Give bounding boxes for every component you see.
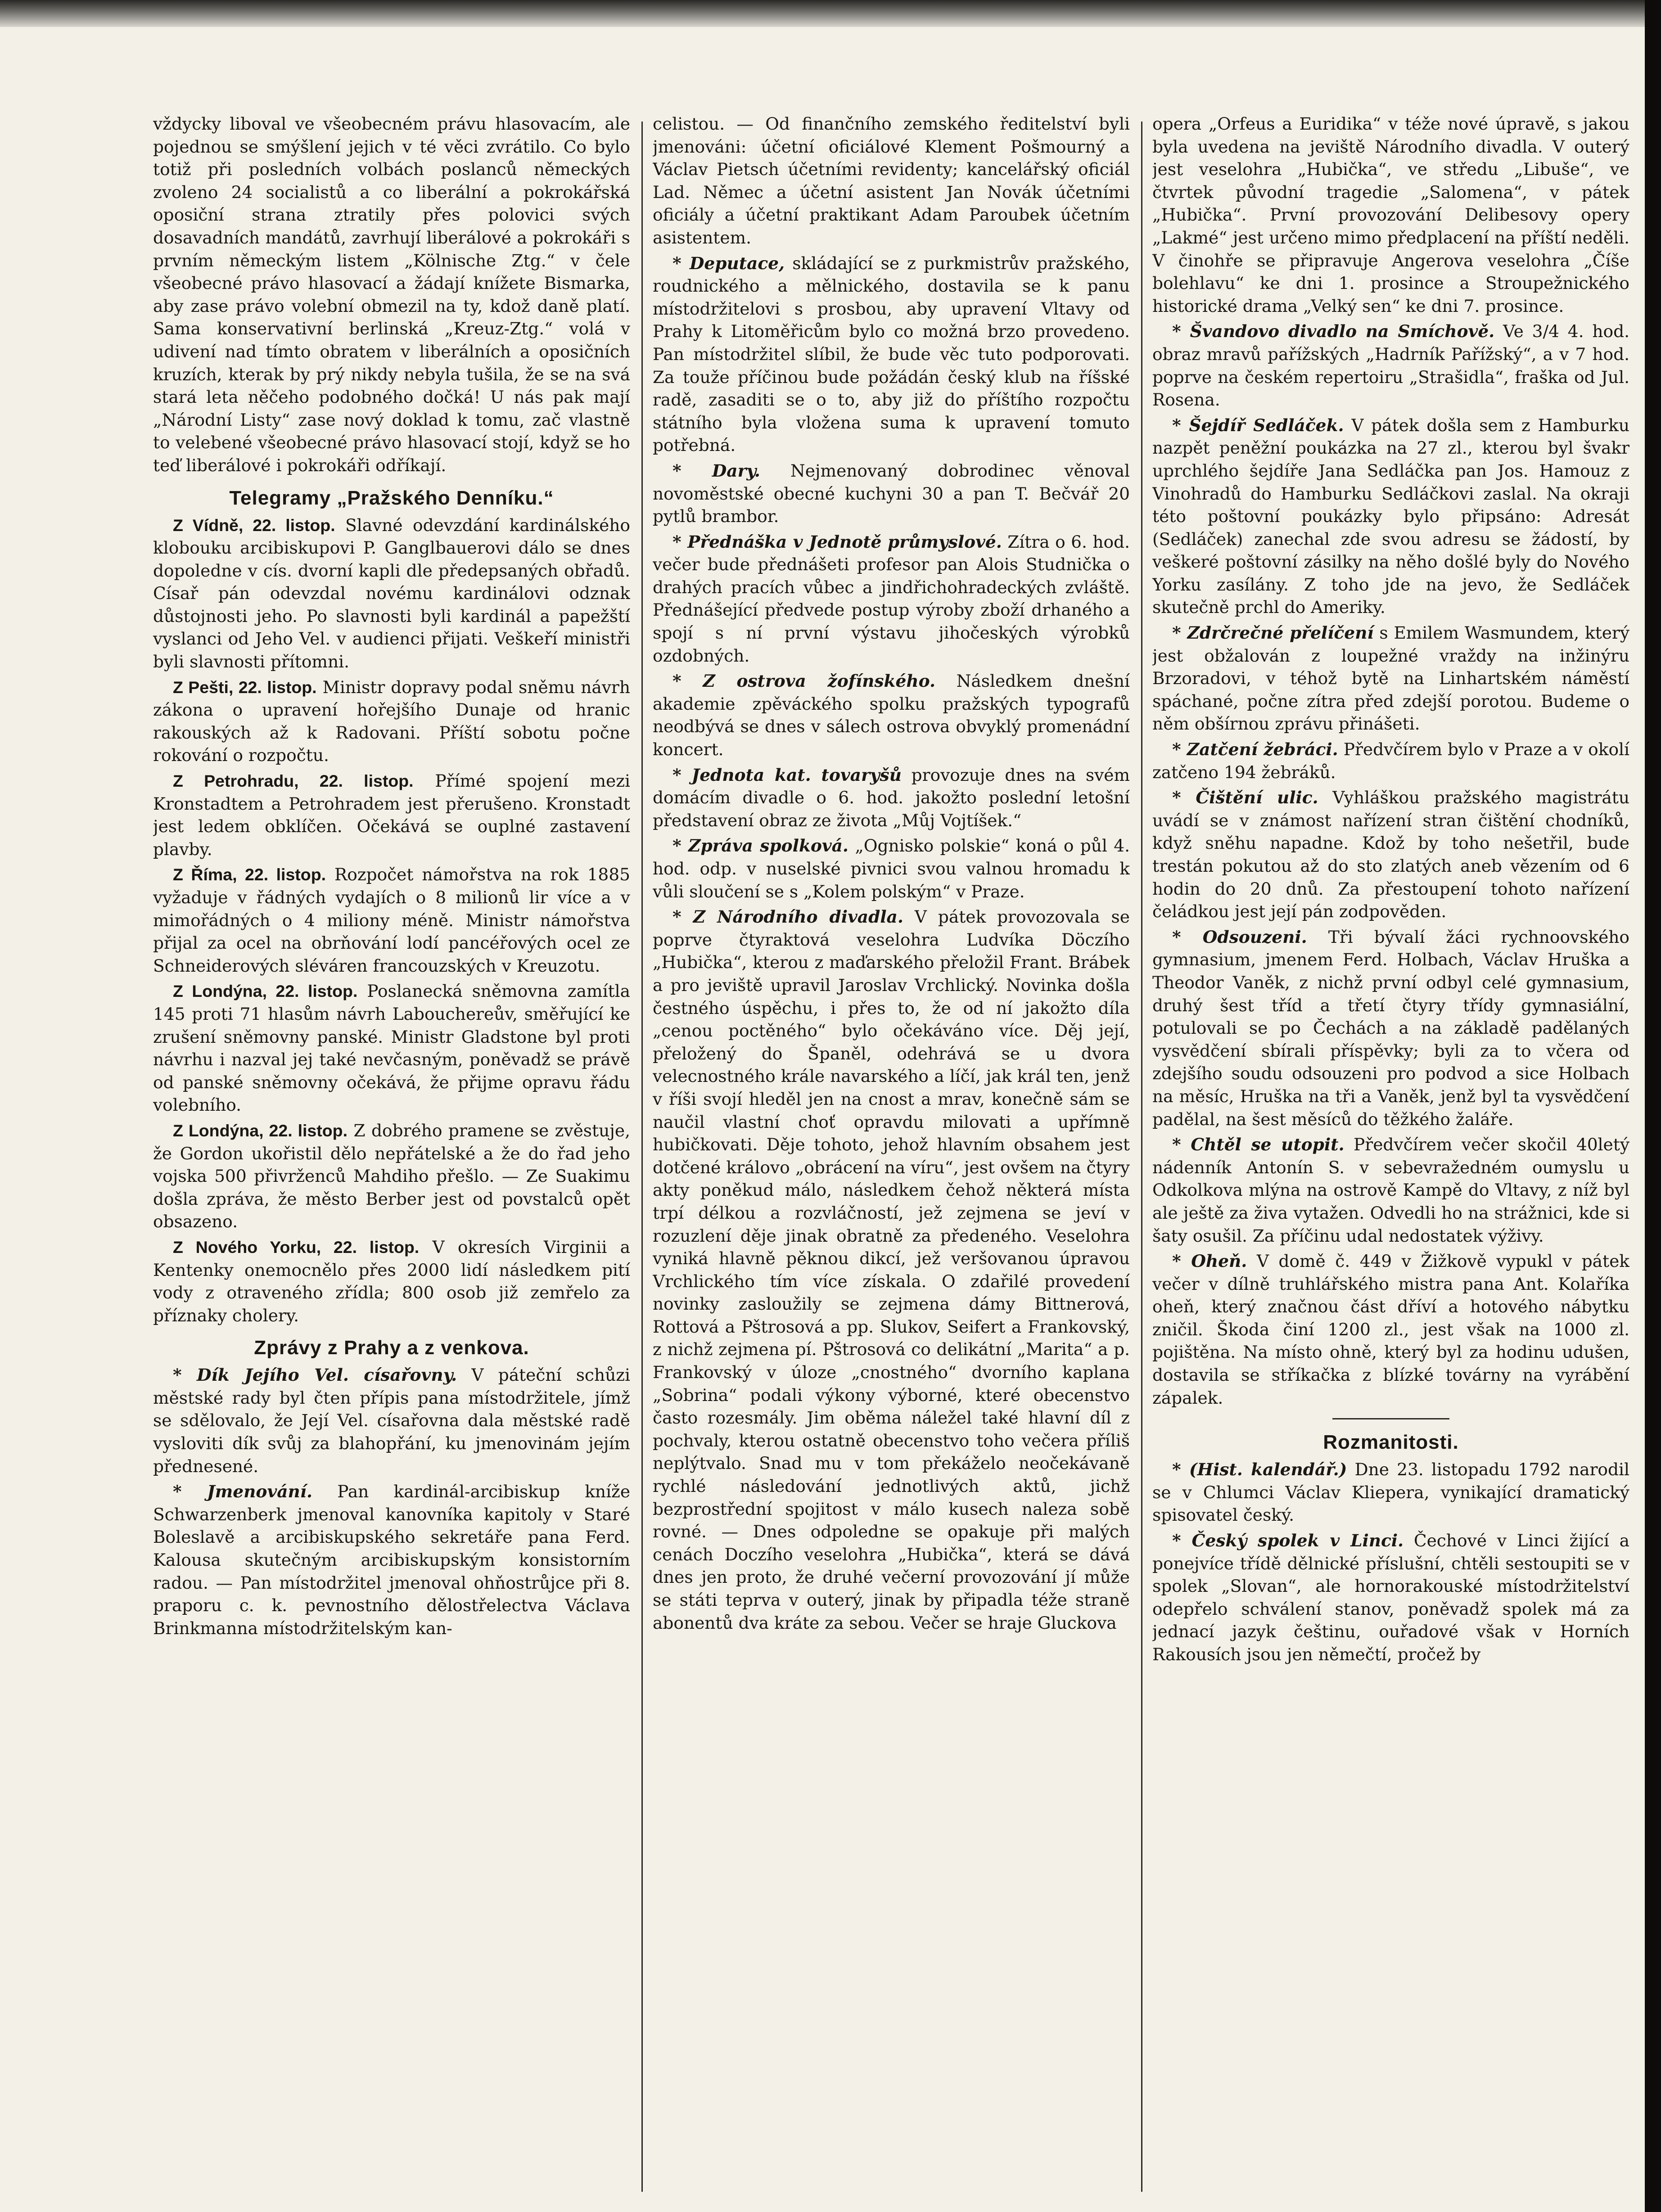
dateline: Z Vídně, 22. listop. (173, 515, 335, 535)
article-continuation: vždycky liboval ve všeobecném právu hlasovacím, ale pojednou se smýšlení jejich v té věci zvrátilo. Co bylo totiž při posledních volbách poslanců německých zvoleno 24 socialistů a co liberální a pokrokářská oposiční strana ztratily přes polovici svých dosavadních mandátů, zavrhují liberálové a pokrokáři s prvním německým listem „Kölnische Ztg.“ v čele všeobecné právo hlasovací a žádají knížete Bismarka, aby zase právo volební obmezil na ty, kdož daně platí. Sama konservativní berlinská „Kreuz-Ztg.“ volá v udivení nad tímto obratem v liberálních a oposičních kruzích, kterak by prý nikdy nebyla tušila, že se na svá stará leta něčeho podobného dočká! U nás pak mají „Národní Listy“ zase nový doklad k tomu, zač vlastně to velebené všeobecné právo hlasovací stojí, když se ho teď liberálové i pokrokáři odříkají. (153, 114, 630, 475)
news-text: provozuje dnes na svém domácím divadle o 6. hod. jakožto poslední letošní představení obraz ze života „Můj Vojtíšek.“ (653, 765, 1130, 830)
news-kicker: * Přednáška v Jednotě průmyslové. (673, 532, 1002, 552)
news-kicker: * Odsouzeni. (1172, 927, 1307, 947)
news-item (1152, 113, 1629, 317)
column-rule (641, 122, 643, 2192)
news-text: Čechové v Linci žijící a ponejvíce třídě dělnické příslušní, chtěli sestoupiti se v spolek „Slovan“, ale hornorakouské místodržitelství odepřelo schválení stanov, poněvadž spolek má za jednací jazyk češtinu, ouřadové však v Horních Rakousích jsou jen němečtí, pročež by (1152, 1531, 1629, 1664)
news-item (653, 906, 1130, 1634)
news-item (1152, 1250, 1629, 1409)
telegram-item (153, 770, 630, 860)
telegram-item (153, 1236, 630, 1327)
news-kicker: * Z ostrova žofínského. (673, 671, 936, 691)
news-kicker: * Z Národního divadla. (673, 907, 903, 927)
news-kicker: * Jednota kat. tovaryšů (673, 765, 902, 785)
news-text: Následkem dnešní akademie zpěváckého spolku pražských typografů neodbývá se dnes v sálech ostrova obvyklý promenádní koncert. (653, 671, 1130, 760)
news-text: V páteční schůzi městské rady byl čten přípis pana místodržitele, jímž se sdělovalo, že Její Vel. císařovna dala městské radě vysloviti dík svůj za blahopřání, ku jmenovinám jejím přednesené. (153, 1365, 630, 1476)
news-kicker: * Deputace, (673, 253, 785, 273)
news-text: Předvčírem večer skočil 40letý nádenník Antonín S. v sebevražedném oumyslu u Odkolkova mlýna na ostrově Kampě do Vltavy, z níž byl ale ještě za živa vytažen. Odvedli ho na strážnici, kde si šaty osušil. Za příčinu udal nedostatek výživy. (1152, 1135, 1629, 1246)
news-kicker: * Oheň. (1172, 1251, 1247, 1271)
news-item (153, 1364, 630, 1478)
column-2 (653, 113, 1130, 2192)
section-title-miscellany: Rozmanitosti. (1323, 1431, 1459, 1454)
news-item (653, 252, 1130, 457)
section-title-telegrams: Telegramy „Pražského Denníku.“ (229, 487, 554, 509)
telegram-list (153, 514, 630, 1327)
dateline: Z Říma, 22. listop. (173, 865, 326, 884)
dateline: Z Nového Yorku, 22. listop. (173, 1237, 420, 1257)
telegram-text: Z dobrého pramene se zvěstuje, že Gordon ukořistil dělo nepřátelské a že do řad jeho vojska 500 přivrženců Mahdiho přešlo. — Ze Suakimu došla zpráva, že město Berber jest od povstalců opět obsazeno. (153, 1120, 630, 1232)
news-item (653, 460, 1130, 528)
news-item (1152, 1458, 1629, 1527)
telegram-text: Přímé spojení mezi Kronstadtem a Petrohradem jest přerušeno. Kronstadt jest ledem obklíčen. Očekává se ouplné zastavení plavby. (153, 771, 630, 859)
news-kicker: * Zatčení žebráci. (1172, 739, 1338, 760)
dateline: Z Londýna, 22. listop. (173, 982, 358, 1001)
news-text: s Emilem Wasmundem, který jest obžalován z loupežné vraždy na inžinýru Brzoradovi, v téhož bytě na Linhartském náměstí spáchané, počne zítra před zdejší porotou. Budeme o něm obšírnou zprávu přinášeti. (1152, 623, 1629, 734)
telegram-item (153, 514, 630, 673)
news-text: Tři bývalí žáci rychnoovského gymnasium, jmenem Ferd. Holbach, Václav Hruška a Theodor Vaněk, z nichž první odbyl celé gymnasium, druhý šest tříd a třetí čtyry třídy gymnasiální, potulovali se po Čechách a na základě padělaných vysvědčení sbírali příspěvky; byli za to včera od zdejšího soudu odsouzeni pro podvod a sice Holbach na měsíc, Hruška na tři a Vaněk, jenž byl ta vysvědčení padělal, na šest měsíců do těžkého žaláře. (1152, 927, 1629, 1129)
news-kicker: * (Hist. kalendář.) (1172, 1460, 1347, 1480)
news-item (653, 113, 1130, 249)
news-item (1152, 1529, 1629, 1666)
news-item (653, 531, 1130, 667)
telegram-text: V okresích Virginii a Kentenky onemocnělo přes 2000 lidí následkem pití vody z otraveného zřídla; 800 osob již zemřelo za příznaky cholery. (153, 1237, 630, 1325)
news-kicker: * Český spolek v Linci. (1172, 1531, 1404, 1551)
telegram-item (153, 863, 630, 977)
news-text: Předvčírem bylo v Praze a v okolí zatčeno 194 žebráků. (1152, 739, 1629, 782)
news-item (1152, 1133, 1629, 1247)
news-kicker: * Čištění ulic. (1172, 788, 1318, 808)
telegram-item (153, 676, 630, 767)
scan-right-edge (1645, 0, 1661, 2212)
news-text: V pátek došla sem z Hamburku nazpět peněžní poukázka na 27 zl., kterou byl švakr uprchlého šejdíře Jana Sedláčka pan Jos. Hamouz z Vinohradů do Hamburku Sedláčkovi zaslal. Na okraji této poštovní poukázky bylo připsáno: Adresát (Sedláček) zanechal zde svou adresu se žádostí, by veškeré poštovní zásilky na něho došlé byly do Nového Yorku zasílány. Z toho jde na jevo, že Sedláček skutečně prchl do Ameriky. (1152, 415, 1629, 617)
dateline: Z Petrohradu, 22. listop. (173, 771, 414, 791)
news-text: „Ognisko polskie“ koná o půl 4. hod. odp. v nuselské pivnici svou valnou hromadu k vůli sloučení se s „Kolem polským“ v Praze. (653, 836, 1130, 901)
column-1 (153, 113, 630, 2192)
column-3 (1152, 113, 1629, 2192)
news-kicker: * Jmenování. (173, 1482, 313, 1502)
news-kicker: * Dík Jejího Vel. císařovny. (173, 1365, 457, 1385)
news-item (653, 834, 1130, 903)
newspaper-page (153, 113, 1634, 2192)
news-kicker: * Chtěl se utopit. (1172, 1135, 1345, 1155)
news-kicker: * Zpráva spolková. (673, 836, 849, 856)
news-kicker: * Dary. (673, 460, 760, 481)
news-item (1152, 414, 1629, 619)
section-title-local-news: Zprávy z Prahy a z venkova. (254, 1337, 529, 1359)
news-kicker: * Šejdíř Sedláček. (1172, 415, 1344, 435)
news-item (1152, 786, 1629, 923)
telegram-text: Poslanecká sněmovna zamítla 145 proti 71 hlasům návrh Labouchereův, směřující ke zrušení sněmovny panské. Ministr Gladstone byl proti návrhu i nazval jej také nevčasným, poněvadž se právě od panské sněmovny očekává, že přijme opravu řádu volebního. (153, 981, 630, 1115)
news-text: opera „Orfeus a Euridika“ v téže nové úpravě, s jakou byla uvedena na jeviště Národního divadla. V outerý jest veselohra „Hubička“, ve středu „Libuše“, ve čtvrtek původní tragedie „Salomena“, v pátek „Hubička“. První provozování Delibesovy opery „Lakmé“ jest určeno mimo předplacení na příští neděli. V činohře se připravuje Angerova veselohra „Číše bolehlavu“ ke dni 1. prosince a Stroupežnického historické drama „Velký sen“ ke dni 7. prosince. (1152, 114, 1629, 316)
telegram-text: Ministr dopravy podal sněmu návrh zákona o upravení hořejšího Dunaje od hranic rakouských až k Radovani. Příští sobotu počne rokování o rozpočtu. (153, 677, 630, 766)
telegram-text: Slavné odevzdání kardinálského klobouku arcibiskupovi P. Ganglbauerovi dálo se dnes dopoledne v cís. dvorní kapli dle předepsaných obřadů. Císař pán odevzdal novému kardinálovi odznak důstojnosti jeho. Po slavnosti byli kardinál a papežští vyslanci od Jeho Vel. v audienci přijati. Veškeří ministři byli slavnosti přítomni. (153, 515, 630, 672)
news-item (1152, 738, 1629, 784)
news-text: Vyhláškou pražského magistrátu uvádí se v známost nařízení stran čištění chodníků, když sněhu napadne. Kdož by toho nešetřil, bude trestán pokutou až do sto zlatých aneb vězením od 6 hodin do 20 dnů. Za přestoupení tohoto nařízení čeládkou jest její pán zodpověden. (1152, 788, 1629, 922)
news-kicker: * Švandovo divadlo na Smíchově. (1172, 321, 1495, 342)
scan-top-edge (0, 0, 1661, 27)
section-divider (1332, 1418, 1449, 1419)
news-text: Pan kardinál-arcibiskup kníže Schwarzenberk jmenoval kanovníka kapitoly v Staré Boleslavě a arcibiskupského sekretáře pana Ferd. Kalousa skutečným arcibiskupským konsistorním radou. — Pan místodržitel jmenoval ohňostrůjce při 8. praporu c. k. pevnostního dělostřelectva Václava Brinkmanna místodržitelským kan- (153, 1482, 630, 1638)
news-text: Zítra o 6. hod. večer bude přednášeti profesor pan Alois Studnička o drahých pracích vůbec a jindřichohradeckých zvláště. Přednášející předvede postup výroby zboží drhaného a spojí s ní první výstavu jihočeských výrobků ozdobných. (653, 532, 1130, 666)
telegram-item (153, 980, 630, 1117)
news-item (653, 764, 1130, 832)
news-text: Ve 3/4 4. hod. obraz mravů pařížských „Hadrník Pařížský“, a v 7 hod. poprve na českém repertoiru „Strašidla“, fraška od Jul. Rosena. (1152, 321, 1629, 410)
news-kicker: * Zdrčrečné přelíčení (1172, 623, 1374, 643)
news-text: Dne 23. listopadu 1792 narodil se v Chlumci Václav Kliepera, vynikající dramatický spisovatel český. (1152, 1460, 1629, 1525)
news-item (1152, 320, 1629, 411)
telegram-item (153, 1119, 630, 1233)
dateline: Z Pešti, 22. listop. (173, 677, 317, 697)
dateline: Z Londýna, 22. listop. (173, 1121, 348, 1140)
telegram-text: Rozpočet námořstva na rok 1885 vyžaduje v řádných vydajích o 8 milionů lir více a v mimořádných o 4 miliony méně. Ministr námořstva přijal za ocel na obrňování lodí pancéřových ocel ze Schneiderových sléváren francouzských v Kreuzotu. (153, 865, 630, 976)
news-item (1152, 926, 1629, 1131)
news-text: celistou. — Od finančního zemského ředitelství byli jmenováni: účetní oficiálové Klement Pošmourný a Václav Pietsch účetními revidenty; kancelářský oficiál Lad. Němec a účetní asistent Jan Novák účetními oficiály a účetní praktikant Adam Paroubek účetním asistentem. (653, 114, 1130, 248)
news-text: Nejmenovaný dobrodinec věnoval novoměstské obecné kuchyni 30 a pan T. Bečvář 20 pytlů brambor. (653, 460, 1130, 527)
column-rule (1141, 122, 1142, 2192)
news-text: V domě č. 449 v Žižkově vypukl v pátek večer v dílně truhlářského mistra pana Ant. Kolaříka oheň, který značnou část dříví a hotového nábytku zničil. Škoda činí 1200 zl., jest však na 1000 zl. pojištěna. Na místo ohně, který byl za hodinu udušen, dostavila se stříkačka z blízké továrny na vyrábění zápalek. (1152, 1251, 1629, 1408)
news-text: V pátek provozovala se poprve čtyraktová veselohra Ludvíka Döczího „Hubička“, kterou z maďarského přeložil Frant. Brábek a pro jeviště upravil Jaroslav Vrchlický. Novinka došla čestného úspěchu, i přes to, že od ní jakožto díla „cenou poctěného“ bylo očekáváno více. Děj její, přeložený do Španěl, odehrává se u dvora velecnostného krále navarského a líčí, jak král ten, jenž v říši svojí hleděl jen na cnost a mrav, konečně sám se naučil vlastní choť opravdu milovati a upřímně hubičkovati. Děje tohoto, jehož hlavním obsahem jest dotčené královo „obrácení na víru“, jest ovšem na čtyry akty poněkud málo, následkem čehož některá místa trpí délkou a rozvláčností, jež zejmena se jeví v rozuzlení děje jinak obratně za předeného. Veselohra vyniká hlavně pěknou dikcí, jež veršovanou úpravou Vrchlického tím více získala. O zdařilé provedení novinky zasloužily se zejmena dámy Bittnerová, Rottová a Pštrosová a pp. Slukov, Seifert a Frankovský, z nichž zejmena pí. Pštrosová co delikátní „Marita“ a p. Frankovský v úloze „cnostného“ dvorního kaplana „Sobrina“ podali výkony výborné, které obecenstvo často rozesmály. Jim oběma náležel také hlavní díl z pochvaly, kterou ostatně obecenstvo toho večera příliš neplýtvalo. Snad mu v tom překáželo neočekávaně rychlé následování jednotlivých aktů, jichž bezprostřední spojitost v málo kusech naleza sobě rovné. — Dnes odpoledne se opakuje při malých cenách Doczího veselohra „Hubička“, která se dává dnes jen proto, že druhé večerní provozování jí může se státi teprva v outerý, jinak by připadla téže straně abonentů dva kráte za sebou. Večer se hraje Gluckova (653, 907, 1130, 1633)
news-item (1152, 622, 1629, 735)
news-item (153, 1480, 630, 1640)
news-text: skládající se z purkmistrův pražského, roudnického a mělnického, dostavila se k panu místodržitelovi s prosbou, aby upravení Vltavy od Prahy k Litoměřicům bylo co možná brzo provedeno. Pan místodržitel slíbil, že bude věc tuto podporovati. Za touže příčinou bude požádán český klub na říšské radě, zasaditi se o to, aby již do příštího rozpočtu státního byla vložena suma k upravení tomuto potřebná. (653, 253, 1130, 455)
news-item (653, 670, 1130, 761)
